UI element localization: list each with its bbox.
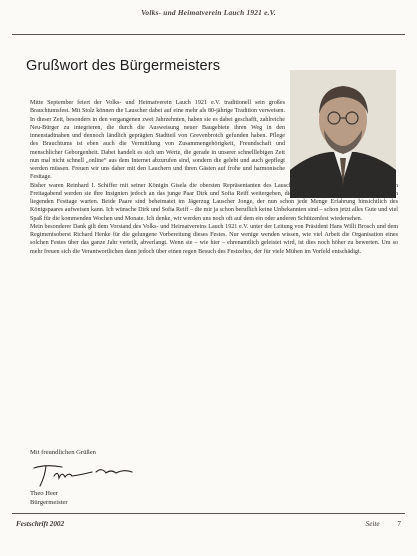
publication-name: Festschrift 2002: [16, 520, 65, 528]
page-number: 7: [397, 520, 401, 528]
paragraph: Mitte September feiert der Volks- und Heimatverein Lauch 1921 e.V. traditionell sein großes Brauchtumsfest. Mit Stolz können die Lauscher dabei auf eine mehr als 80-jährige Tradition verweisen. In dieser Zeit, besonders in den vergangenen zwei Jahrzehnten, haben sie es dabei geschafft, zahlreiche Neu-Bürger zu integrieren, die durch die Ausweisung neuer Baugebiete ihren Weg in den innenstadtnahen und dennoch ländlich geprägten Stadtteil von Grevenbroich gefunden haben. Pflege des Brauchtums ist eben auch die Vermittlung von Zusammengehörigkeit, Freundschaft und menschlicher Geborgenheit. Dabei handelt es sich um Werte, die gerade in unserer schnelllebigen Zeit nun mal nicht schnell „online“ aus dem Internet abzurufen sind, sondern die gelebt und auch gepflegt werden müssen. Freuen wir uns daher mit den Lauchern und ihren Gästen auf frohe und harmonische Festtage.: [30, 100, 285, 181]
closing-greeting: Mit freundlichen Grüßen: [30, 449, 96, 456]
paragraph: Bisher waren Reinhard I. Schiffer mit seiner Königin Gisela die obersten Repräsentanten des Lauscher Regiments. Mit Beginn des Festes am Freitagabend werden sie ihre Insignien jedoch an das junge Paar Dirk und Sofia Reiff weitergeben, die schon voller Spannung auf die vor ihnen liegenden Festtage warten. Beide Paare sind beheimatet im Jägerzug Lauscher Jonge, der nun schon jede Menge Erfahrung hinsichtlich des Königspaares aufweisen kann. Ich wünsche Dirk und Sofia Reiff – die mir ja schon beruflich keine Unbekannten sind – schon jetzt alles Gute und viel Spaß für die kommenden Wochen und Monate. Ich denke, wir werden uns noch oft auf dem ein oder anderen Schützenfest wiedersehen.: [30, 182, 398, 222]
page-indicator: [366, 520, 401, 528]
handwritten-signature: [32, 462, 142, 488]
signatory: [30, 490, 68, 507]
signature-icon: [32, 462, 142, 488]
signatory-name: Theo Heer: [30, 490, 59, 497]
page-title: Grußwort des Bürgermeisters: [26, 58, 221, 74]
paragraph: Mein besonderer Dank gilt dem Vorstand des Volks- und Heimatvereins Lauch 1921 e.V. unter der Leitung von Präsident Hans Willi Brosch und dem Regimentsoberst Richard Henke für die gelungene Vorbereitung dieses Festes. Nur wenige wenden wissen, wie viel Arbeit die Organisation eines solchen Festes über das ganze Jahr verteilt, abverlangt. Wenn sie – wie hier – ehrenamtlich geleistet wird, ist dies noch höher zu bewerten. Um so mehr freuen sich die Verantwortlichen dann jedoch über einen regen Besuch des Festzeltes, der für viele Mühen im Vorfeld entschädigt.: [30, 223, 398, 255]
article-body: [30, 99, 398, 256]
page-header: [12, 6, 405, 35]
signatory-role: Bürgermeister: [30, 498, 68, 506]
header-title: Volks- und Heimatverein Lauch 1921 e.V.: [141, 8, 276, 17]
page-label: Seite: [365, 520, 380, 528]
page-footer: [12, 513, 405, 538]
